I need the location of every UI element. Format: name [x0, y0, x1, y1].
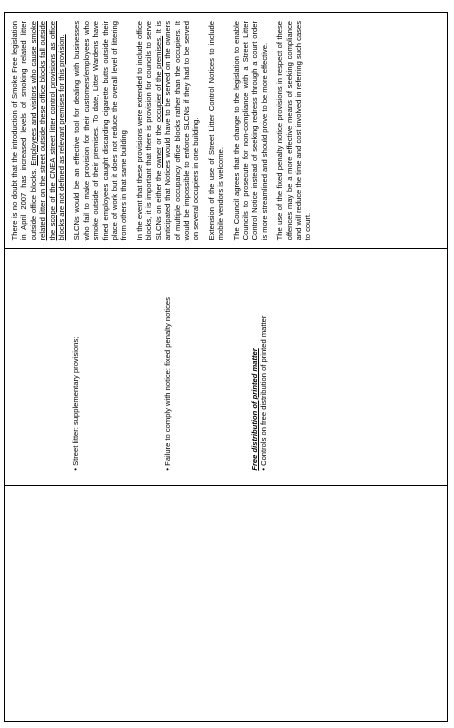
comment-underlined-owner: owner [153, 147, 163, 168]
comment-text: In the event that these provisions were extended to include office blocks, it is important that there is provision for councils to serve SLCNs on either the [134, 21, 163, 241]
table-row [5, 13, 448, 722]
comment-text: or the [153, 122, 163, 148]
comment-paragraph-2: SLCNs would be an effective tool for dealing with businesses who fail to make provision for their customers/employees who smoke outside of their premises. To date, Litter Wardens have fined employees caught discarding cigarette butts outside their place of work but it does not reduce the overall level of littering from others in that same building [72, 21, 129, 241]
comment-paragraph-6: The use of the fixed penalty notice provisions in respect of these offences may be a more effective means of seeking compliance and will reduce the time and cost involved in referring such cases to court. [275, 21, 313, 241]
comment-text: It is anticipated that Notices would have to be served on the owners of multiple occupancy office blocks rather than the occupiers. It would be impossible to enforce SLCNs if they had to be served on several occupiers in one building. [153, 21, 201, 241]
provisions-column-cell [5, 249, 448, 485]
empty-column-cell [5, 485, 448, 721]
section-heading: Free distribution of printed matter [250, 348, 259, 471]
comments-column-cell [5, 13, 448, 249]
bullet-fixed-penalty: • Failure to comply with notice: fixed penalty notices [163, 297, 172, 471]
comment-paragraph-3 [135, 21, 201, 240]
comment-underlined-text: Employees and visitors who cause smoke related litter on the street outside these office blocks fall outside the scope of the CNEA street litter control provisions as office blocks are not defined as relevant premises for this provision. [28, 21, 67, 241]
bullet-free-distribution: • Controls on free distribution of printed matter [259, 315, 269, 471]
comment-paragraph-5: The Council agrees that the change to the legislation to enable Councils to prosecute for non-compliance with a Street Litter Control Notice instead of seeking redress through a court order is more streamlined and should prove to be more effective. [231, 21, 269, 241]
free-distribution-block [250, 259, 269, 470]
comment-paragraph-4: Extension of the use of Street Litter Control Notices to include mobile vendors is welcome. [206, 21, 226, 241]
comment-underlined-occupier: occupier of the premises. [153, 35, 163, 123]
bullet-street-litter: • Street litter: supplementary provisions; [71, 336, 80, 471]
comment-text: There is no doubt that the introduction of Smoke Free legislation in April 2007 has increased levels of smoking related litter outside office blocks. [10, 21, 38, 241]
comment-paragraph-1 [10, 21, 66, 240]
consultation-table [4, 12, 448, 722]
